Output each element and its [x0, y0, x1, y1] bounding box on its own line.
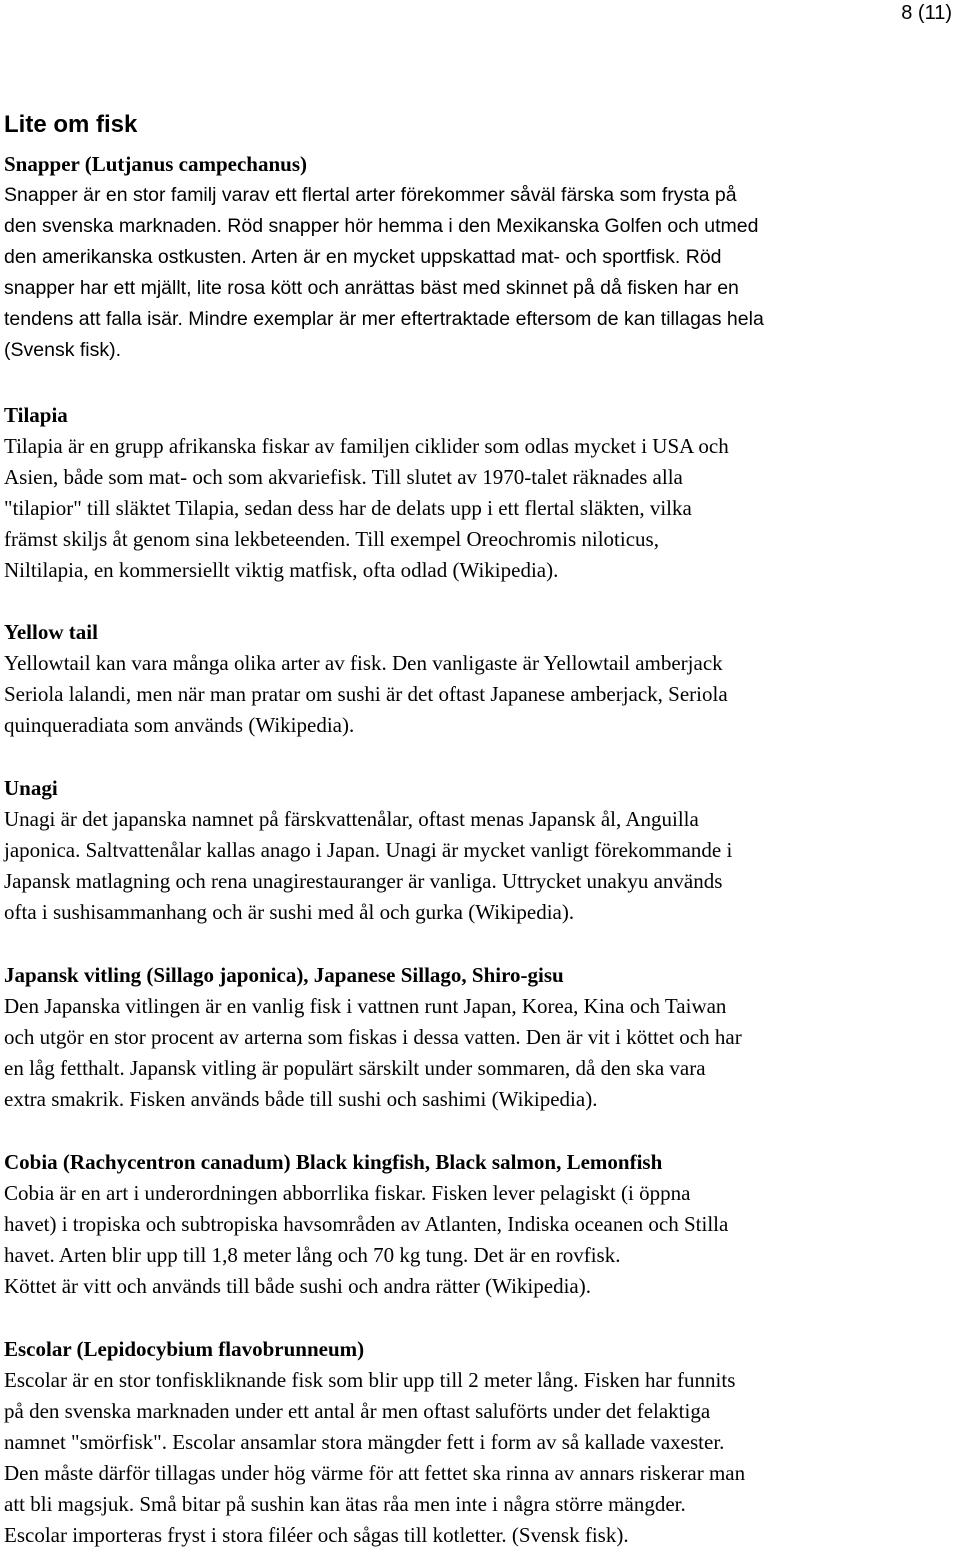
- text-line: Den Japanska vitlingen är en vanlig fisk i vattnen runt Japan, Korea, Kina och Taiwan: [4, 994, 727, 1018]
- section-title: Cobia (Rachycentron canadum) Black kingfish, Black salmon, Lemonfish: [4, 1150, 663, 1174]
- text-line: japonica. Saltvattenålar kallas anago i Japan. Unagi är mycket vanligt förekommande i: [4, 838, 733, 862]
- text-line: främst skiljs åt genom sina lekbeteenden. Till exempel Oreochromis niloticus,: [4, 527, 659, 551]
- text-line: quinqueradiata som används (Wikipedia).: [4, 713, 355, 737]
- document-body: [4, 149, 954, 1551]
- text-line: att bli magsjuk. Små bitar på sushin kan ätas råa men inte i några större mängder.: [4, 1492, 686, 1516]
- section-title: Escolar (Lepidocybium flavobrunneum): [4, 1337, 365, 1361]
- section-title: Japansk vitling (Sillago japonica), Japanese Sillago, Shiro-gisu: [4, 963, 564, 987]
- section-escolar: [4, 1334, 954, 1551]
- text-line: Niltilapia, en kommersiellt viktig matfisk, ofta odlad (Wikipedia).: [4, 558, 559, 582]
- section-body: [4, 804, 954, 928]
- text-line: Unagi är det japanska namnet på färskvattenålar, oftast menas Japansk ål, Anguilla: [4, 807, 699, 831]
- text-line: den amerikanska ostkusten. Arten är en mycket uppskattad mat- och sportfisk. Röd: [4, 246, 722, 268]
- section-title: Snapper (Lutjanus campechanus): [4, 152, 308, 176]
- section-body: [4, 991, 954, 1115]
- text-line: och utgör en stor procent av arterna som fiskas i dessa vatten. Den är vit i köttet och har: [4, 1025, 742, 1049]
- text-line: Escolar importeras fryst i stora filéer och sågas till kotletter. (Svensk fisk).: [4, 1523, 629, 1547]
- page-heading: Lite om fisk: [4, 111, 138, 138]
- section-yellow-tail: [4, 617, 954, 741]
- text-line: Snapper är en stor familj varav ett flertal arter förekommer såväl färska som frysta på: [4, 184, 737, 206]
- text-line: "tilapior" till släktet Tilapia, sedan dess har de delats upp i ett flertal släkten, vilka: [4, 496, 692, 520]
- section-unagi: [4, 773, 954, 928]
- text-line: Yellowtail kan vara många olika arter av fisk. Den vanligaste är Yellowtail amberjack: [4, 651, 723, 675]
- text-line: ofta i sushisammanhang och är sushi med ål och gurka (Wikipedia).: [4, 900, 575, 924]
- text-line: Escolar är en stor tonfiskliknande fisk som blir upp till 2 meter lång. Fisken har funnits: [4, 1368, 736, 1392]
- text-line: Den måste därför tillagas under hög värme för att fettet ska rinna av annars riskerar man: [4, 1461, 746, 1485]
- text-line: på den svenska marknaden under ett antal år men oftast saluförts under det felaktiga: [4, 1399, 711, 1423]
- section-body: [4, 180, 954, 366]
- section-cobia: [4, 1147, 954, 1302]
- section-japansk-vitling: [4, 960, 954, 1115]
- text-line: havet. Arten blir upp till 1,8 meter lång och 70 kg tung. Det är en rovfisk.: [4, 1243, 621, 1267]
- section-body: [4, 648, 954, 741]
- text-line: en låg fetthalt. Japansk vitling är populärt särskilt under sommaren, då den ska vara: [4, 1056, 706, 1080]
- section-body: [4, 1178, 954, 1302]
- section-tilapia: [4, 400, 954, 586]
- text-line: namnet "smörfisk". Escolar ansamlar stora mängder fett i form av så kallade vaxester.: [4, 1430, 725, 1454]
- text-line: (Svensk fisk).: [4, 339, 122, 361]
- text-line: Asien, både som mat- och som akvariefisk. Till slutet av 1970-talet räknades alla: [4, 465, 683, 489]
- text-line: extra smakrik. Fisken används både till sushi och sashimi (Wikipedia).: [4, 1087, 598, 1111]
- text-line: Tilapia är en grupp afrikanska fiskar av familjen ciklider som odlas mycket i USA och: [4, 434, 729, 458]
- text-line: Seriola lalandi, men när man pratar om sushi är det oftast Japanese amberjack, Seriola: [4, 682, 728, 706]
- page-number: 8 (11): [901, 2, 952, 24]
- section-body: [4, 1365, 954, 1551]
- section-title: Unagi: [4, 776, 58, 800]
- section-body: [4, 431, 954, 586]
- section-title: Yellow tail: [4, 620, 98, 644]
- text-line: Japansk matlagning och rena unagirestauranger är vanliga. Uttrycket unakyu används: [4, 869, 723, 893]
- text-line: Cobia är en art i underordningen abborrlika fiskar. Fisken lever pelagiskt (i öppna: [4, 1181, 691, 1205]
- text-line: tendens att falla isär. Mindre exemplar är mer eftertraktade eftersom de kan tillagas hela: [4, 308, 764, 330]
- text-line: den svenska marknaden. Röd snapper hör hemma i den Mexikanska Golfen och utmed: [4, 215, 759, 237]
- section-title: Tilapia: [4, 403, 68, 427]
- text-line: Köttet är vitt och används till både sushi och andra rätter (Wikipedia).: [4, 1274, 591, 1298]
- text-line: havet) i tropiska och subtropiska havsområden av Atlanten, Indiska oceanen och Stilla: [4, 1212, 729, 1236]
- section-snapper: [4, 149, 954, 366]
- text-line: snapper har ett mjällt, lite rosa kött och anrättas bäst med skinnet på då fisken har en: [4, 277, 739, 299]
